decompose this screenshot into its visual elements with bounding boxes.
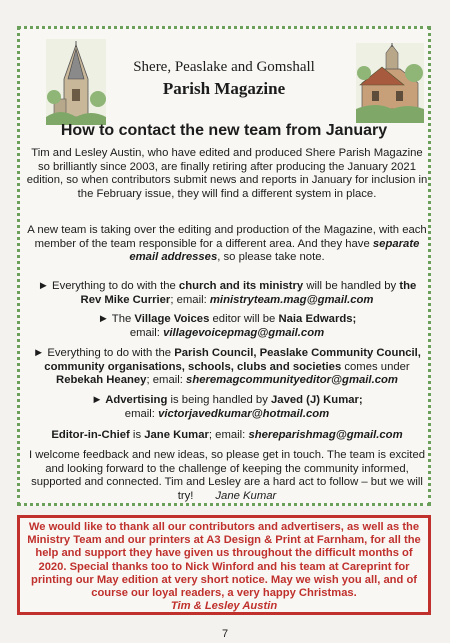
contact-editor: Editor-in-Chief is Jane Kumar; email: shereparishmag@gmail.com — [51, 429, 403, 441]
arrow-icon: ► — [97, 313, 109, 325]
church-email-link[interactable]: ministryteam.mag@gmail.com — [209, 293, 374, 306]
contact-advertising: ► Advertising is being handled by Javed (J) Kumar; email: victorjavedkumar@hotmail.com — [91, 394, 363, 420]
contact-village: ► The Village Voices editor will be Naia Edwards; email: villagevoicepmag@gmail.com — [97, 313, 357, 339]
village-email-link[interactable]: villagevoicepmag@gmail.com — [163, 326, 325, 339]
page-number: 7 — [221, 628, 229, 640]
closing-signature: Jane Kumar — [215, 489, 277, 502]
thanks-signature: Tim & Lesley Austin — [170, 600, 278, 613]
team-emphasis: separate email addresses — [129, 237, 420, 264]
thanks-text: We would like to thank all our contributors and advertisers, as well as the Ministry Team and our printers at A3 Design & Print at Farnham, for all the help and support they have given us throughout the difficult months of 2020. Special thanks too to Nick Winford and his team at Careprint for printing our May edition at very short notice. May we wish you all, and of course our loyal readers, a very happy Christmas. — [27, 521, 421, 600]
magazine-title: Parish Magazine — [162, 79, 286, 98]
thanks-box — [17, 515, 431, 615]
arrow-icon: ► — [33, 347, 45, 359]
intro-paragraph: Tim and Lesley Austin, who have edited and produced Shere Parish Magazine so brilliantly since 2003, are finally retiring after producing the January 2021 edition, so when contributors submit news and reports in January for inclusion in the February issue, they will find a different system in place. — [26, 147, 428, 200]
closing-paragraph: I welcome feedback and new ideas, so please get in touch. The team is excited and looking forward to the challenge of keeping the community informed, supported and connected. Tim and Lesley are a hard act to follow – but we will try! Jane Kumar — [28, 449, 426, 502]
arrow-icon: ► — [91, 394, 103, 406]
contact-info-frame — [17, 26, 431, 506]
article-heading: How to contact the new team from January — [60, 122, 388, 139]
contact-church: ► Everything to do with the church and its ministry will be handled by the Rev Mike Currier; email: ministryteam.mag@gmail.com — [37, 280, 417, 306]
editor-email-link[interactable]: shereparishmag@gmail.com — [248, 429, 403, 441]
contact-community: ► Everything to do with the Parish Council, Peaslake Community Council, community organisations, schools, clubs and societies comes under Rebekah Heaney; email: sheremagcommunityeditor@gmail.com — [33, 347, 421, 387]
arrow-icon: ► — [37, 280, 49, 292]
team-paragraph: A new team is taking over the editing and production of the Magazine, with each member of the team responsible for a different area. And they have separate email addresses, so please take note. — [27, 224, 427, 264]
community-email-link[interactable]: sheremagcommunityeditor@gmail.com — [186, 374, 398, 387]
magazine-subtitle: Shere, Peaslake and Gomshall — [133, 59, 315, 75]
advertising-email-link[interactable]: victorjavedkumar@hotmail.com — [158, 407, 330, 420]
